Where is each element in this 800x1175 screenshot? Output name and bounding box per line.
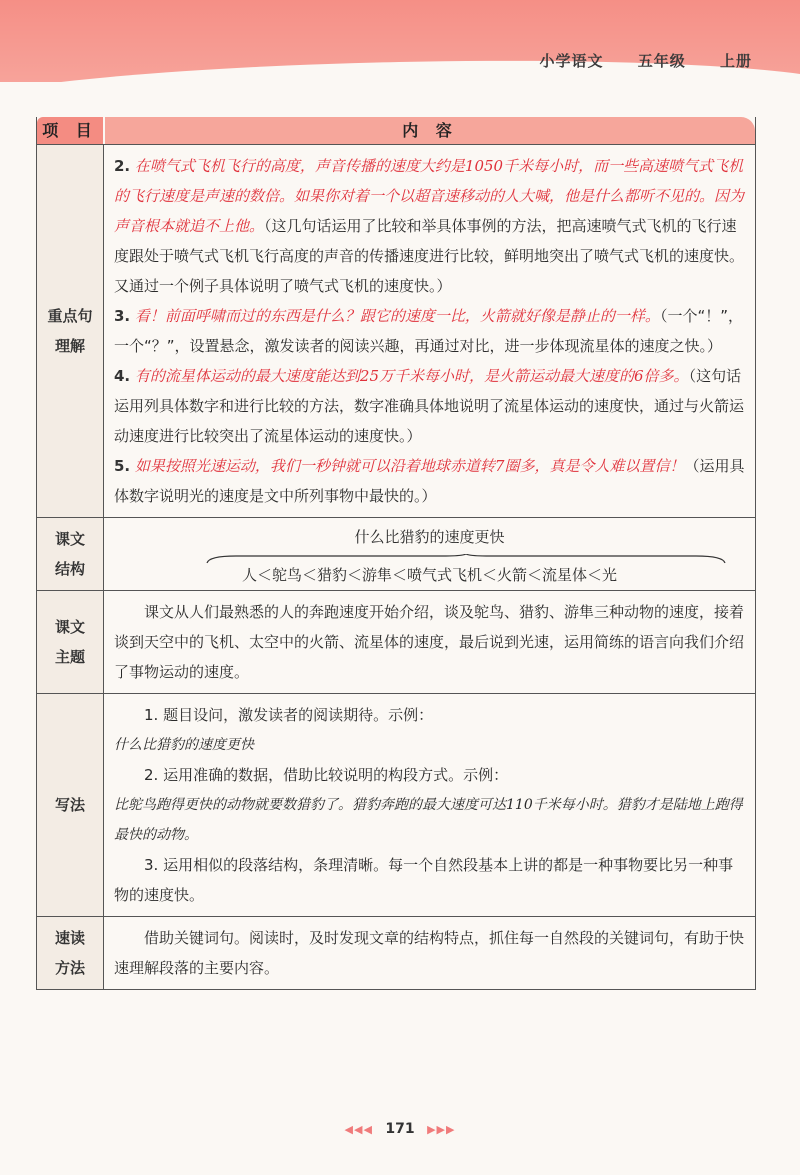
key-item-4: 4. 有的流星体运动的最大速度能达到25万千米每小时，是火箭运动最大速度的6倍多。（这句话运用列具体数字和进行比较的方法，数字准确具体地说明了流星体运动的速度快，通过与火箭运动速度进行比较突出了流星体运动的速度快。） (114, 367, 745, 445)
header-volume: 上册 (719, 52, 752, 70)
writing-point-3: 3. 运用相似的段落结构，条理清晰。每一个自然段基本上讲的都是一种事物要比另一种事物的速度快。 (114, 856, 734, 904)
key-item-3: 3. 看！前面呼啸而过的东西是什么？跟它的速度一比，火箭就好像是静止的一样。（一个“！”，一个“？”，设置悬念，激发读者的阅读兴趣，再通过对比，进一步体现流星体的速度之快。） (114, 307, 743, 355)
header-item: 项 目 (37, 117, 103, 144)
content-structure (104, 518, 755, 590)
row-key-sentences (37, 144, 755, 517)
right-arrows-icon: ▶▶▶ (427, 1123, 456, 1136)
label-speed-reading: 速读 方法 (37, 917, 104, 989)
table-header (37, 117, 755, 144)
header-content: 内 容 (105, 117, 755, 144)
brace-line (206, 554, 726, 564)
header-grade: 五年级 (637, 52, 686, 70)
row-structure (37, 517, 755, 590)
content-table (36, 117, 756, 990)
label-theme: 课文 主题 (37, 591, 104, 693)
row-writing (37, 693, 755, 916)
writing-example-2: 比鸵鸟跑得更快的动物就要数猎豹了。猎豹奔跑的最大速度可达110千米每小时。猎豹才是陆地上跑得最快的动物。 (114, 797, 743, 843)
label-key-sentences: 重点句 理解 (37, 145, 104, 517)
writing-example-1: 什么比猎豹的速度更快 (114, 737, 254, 753)
content-writing (104, 694, 755, 916)
structure-title: 什么比猎豹的速度更快 (354, 528, 505, 546)
content-key-sentences (104, 145, 755, 517)
page-number: 171 (385, 1121, 415, 1137)
structure-chain: 人＜鸵鸟＜猎豹＜游隼＜喷气式飞机＜火箭＜流星体＜光 (241, 566, 617, 584)
writing-point-1: 1. 题目设问，激发读者的阅读期待。示例： (144, 706, 434, 724)
content-theme: 课文从人们最熟悉的人的奔跑速度开始介绍，谈及鸵鸟、猎豹、游隼三种动物的速度，接着谈到天空中的飞机、太空中的火箭、流星体的速度，最后说到光速，运用简练的语言向我们介绍了事物运动的速度。 (114, 603, 745, 681)
structure-diagram (114, 554, 745, 586)
row-speed-reading (37, 916, 755, 989)
header-book-info (521, 50, 752, 71)
header-subject: 小学语文 (539, 52, 604, 70)
writing-point-2: 2. 运用准确的数据，借助比较说明的构段方式。示例： (144, 766, 509, 784)
label-writing: 写法 (37, 694, 104, 916)
label-structure: 课文 结构 (37, 518, 104, 590)
left-arrows-icon: ◀◀◀ (344, 1123, 373, 1136)
key-item-5: 5. 如果按照光速运动，我们一秒钟就可以沿着地球赤道转7圈多，真是令人难以置信！（运用具体数字说明光的速度是文中所列事物中最快的。） (114, 457, 745, 505)
key-item-2: 2. 在喷气式飞机飞行的高度，声音传播的速度大约是1050千米每小时，而一些高速喷气式飞机的飞行速度是声速的数倍。如果你对着一个以超音速移动的人大喊，他是什么都听不见的。因为声音根本就追不上他。（这几句话运用了比较和举具体事例的方法，把高速喷气式飞机的飞行速度跟处于喷气式飞机飞行高度的声音的传播速度进行比较，鲜明地突出了喷气式飞机的速度快。又通过一个例子具体说明了喷气式飞机的速度快。） (114, 157, 745, 295)
page-footer (0, 1121, 800, 1137)
content-speed-reading: 借助关键词句。阅读时，及时发现文章的结构特点，抓住每一自然段的关键词句，有助于快速理解段落的主要内容。 (114, 929, 745, 977)
row-theme (37, 590, 755, 693)
